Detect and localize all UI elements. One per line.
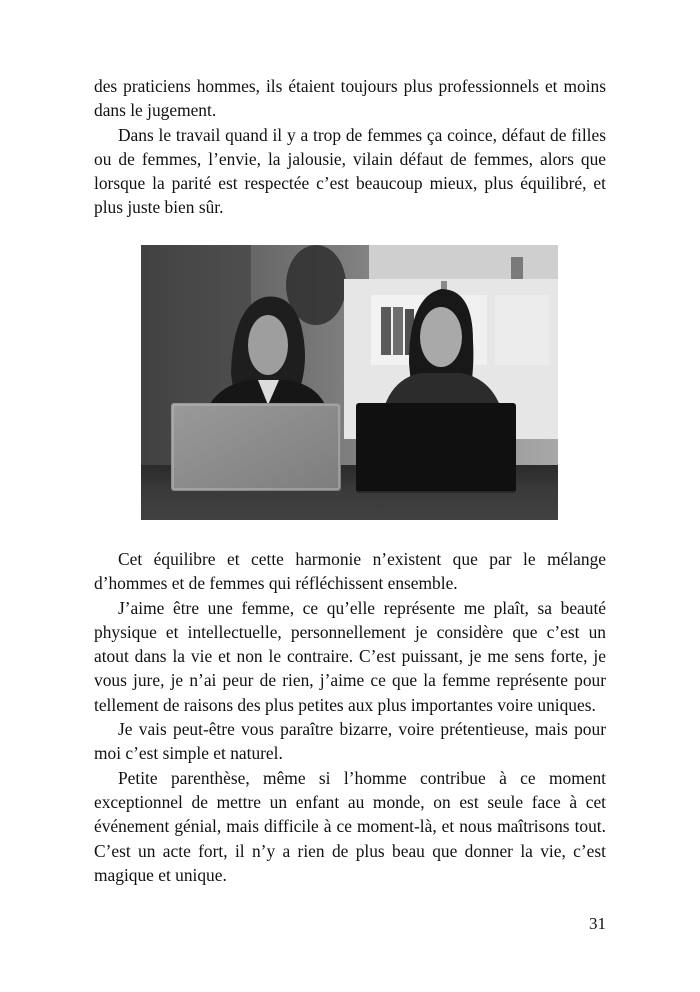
laptop-left: [171, 403, 341, 491]
paragraph: Petite parenthèse, même si l’homme contribue à ce moment exceptionnel de mettre un enfant au monde, on est seule face à cet événement génial, mais difficile à ce moment-là, et nous maîtrisons tout. C’est un acte fort, il n’y a rien de plus beau que donner la vie, c’est magique et unique.: [94, 767, 606, 885]
photo-two-women-at-laptops: [141, 245, 558, 520]
paragraph: des praticiens hommes, ils étaient toujours plus professionnels et moins dans le jugement.: [94, 76, 606, 121]
laptop-right: [356, 403, 516, 493]
paragraph: J’aime être une femme, ce qu’elle représente me plaît, sa beauté physique et intellectuelle, personnellement je considère que c’est un atout dans la vie et non le contraire. C’est puissant, je me sens forte, je vous jure, je n’ai peur de rien, j’aime ce que la femme représente pour tellement de raisons des plus petites aux plus importantes voire uniques.: [94, 597, 606, 715]
woman-right-face: [420, 307, 462, 367]
photo-illustration: [141, 245, 558, 520]
page-number: 31: [589, 914, 606, 933]
text-block-bottom: [94, 547, 606, 887]
woman-left-face: [248, 315, 288, 375]
text-block-top: [94, 74, 606, 220]
paragraph: Cet équilibre et cette harmonie n’existent que par le mélange d’hommes et de femmes qui réfléchissent ensemble.: [94, 549, 606, 594]
paragraph: Je vais peut-être vous paraître bizarre, voire prétentieuse, mais pour moi c’est simple et naturel.: [94, 719, 606, 764]
paragraph: Dans le travail quand il y a trop de femmes ça coince, défaut de filles ou de femmes, l’envie, la jalousie, vilain défaut de femmes, alors que lorsque la parité est respectée c’est beaucoup mieux, plus équilibré, et plus juste bien sûr.: [94, 124, 606, 218]
